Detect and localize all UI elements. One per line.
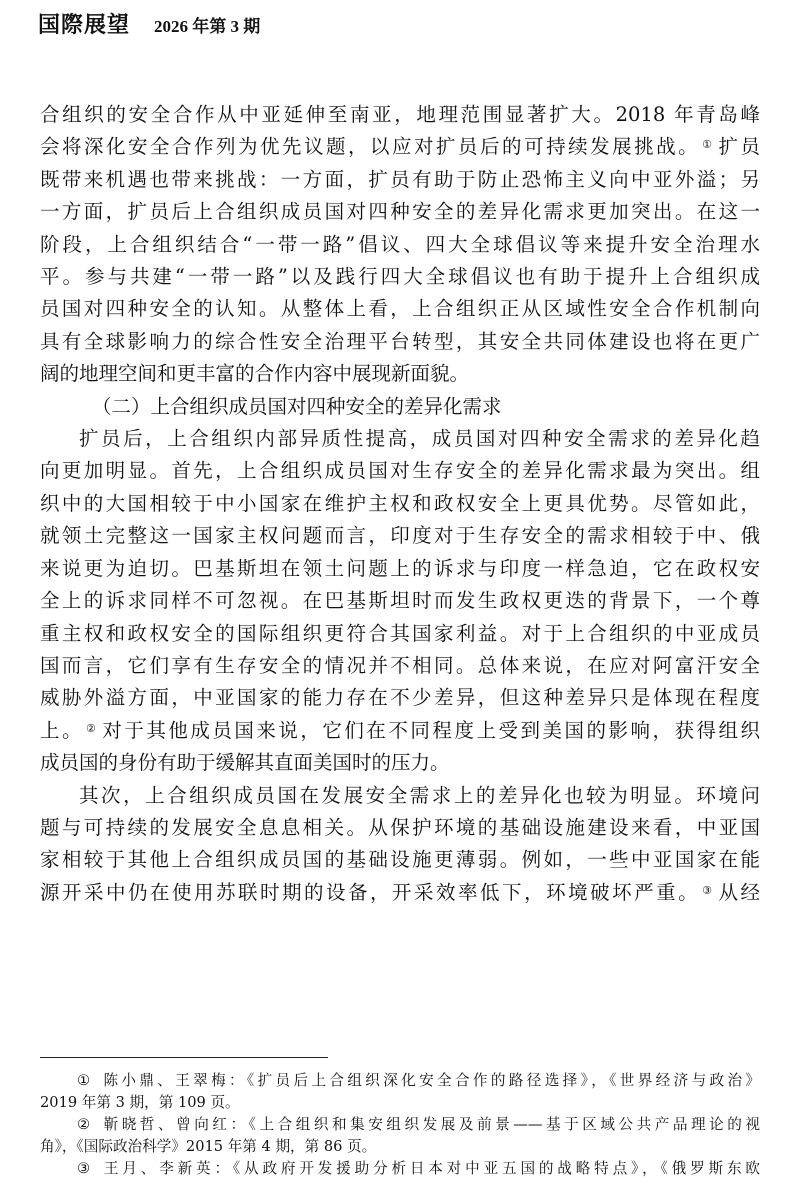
line-text: 上。	[40, 718, 85, 742]
footnote-text: 陈小鼎、王翠梅：《扩员后上合组织深化安全合作的路径选择》，《世界经济与政治》	[103, 1072, 760, 1089]
line-text: 会将深化安全合作列为优先议题，以应对扩员后的可持续发展挑战。	[40, 135, 701, 159]
footnote-text: 王月、李新英：《从政府开发援助分析日本对中亚五国的战略特点》，《俄罗斯东欧	[103, 1160, 760, 1177]
text-line: 成员国的身份有助于缓解其直面美国时的压力。	[40, 751, 450, 775]
line-text: 对于其他成员国来说，它们在不同程度上受到美国的影响，获得组织	[102, 718, 760, 742]
text-line: 阶段，上合组织结合“一带一路”倡议、四大全球倡议等来提升安全治理水	[40, 232, 760, 256]
text-line: 全上的诉求同样不可忽视。在巴基斯坦时而发生政权更迭的背景下，一个尊	[40, 589, 760, 613]
article-body	[40, 99, 760, 909]
footnote-line	[40, 1158, 760, 1180]
line-text: 从经	[718, 880, 760, 904]
page-header	[38, 8, 260, 38]
text-line: 向更加明显。首先，上合组织成员国对生存安全的差异化需求最为突出。组	[40, 459, 760, 483]
text-line	[40, 131, 760, 163]
footnote-number: ③	[77, 1160, 94, 1177]
footnote-text: 2019 年第 3 期，第 109 页。	[40, 1094, 240, 1111]
line-text: 扩员	[718, 135, 760, 159]
text-line: 具有全球影响力的综合性安全治理平台转型，其安全共同体建设也将在更广	[40, 329, 760, 353]
text-line	[40, 715, 760, 747]
text-line: 扩员后，上合组织内部异质性提高，成员国对四种安全需求的差异化趋	[79, 427, 760, 451]
footnote-divider	[40, 1057, 328, 1058]
section-heading: （二）上合组织成员国对四种安全的差异化需求	[92, 394, 502, 418]
text-line: 家相较于其他上合组织成员国的基础设施更薄弱。例如，一些中亚国家在能	[40, 848, 760, 872]
text-line: 一方面，扩员后上合组织成员国对四种安全的差异化需求更加突出。在这一	[40, 200, 760, 224]
text-line: 来说更为迫切。巴基斯坦在领土问题上的诉求与印度一样急迫，它在政权安	[40, 556, 760, 580]
text-line: 既带来机遇也带来挑战：一方面，扩员有助于防止恐怖主义向中亚外溢；另	[40, 167, 760, 191]
text-line: 威胁外溢方面，中亚国家的能力存在不少差异，但这种差异只是体现在程度	[40, 686, 760, 710]
text-line: 就领土完整这一国家主权问题而言，印度对于生存安全的需求相较于中、俄	[40, 524, 760, 548]
footnote-number: ①	[77, 1072, 94, 1089]
footnote-number: ②	[77, 1116, 94, 1133]
footnote-line	[40, 1136, 760, 1158]
line-text: 源开采中仍在使用苏联时期的设备，开采效率低下，环境破坏严重。	[40, 880, 701, 904]
text-line: 阔的地理空间和更丰富的合作内容中展现新面貌。	[40, 362, 470, 386]
text-line: 其次，上合组织成员国在发展安全需求上的差异化也较为明显。环境问	[79, 783, 760, 807]
issue-label: 2026 年第 3 期	[154, 17, 261, 36]
text-line: 重主权和政权安全的国际组织更符合其国家利益。对于上合组织的中亚成员	[40, 621, 760, 645]
footnote-line	[40, 1070, 760, 1092]
footnote-line	[40, 1114, 760, 1136]
journal-name: 国際展望	[38, 12, 131, 38]
text-line: 题与可持续的发展安全息息相关。从保护环境的基础设施建设来看，中亚国	[40, 815, 760, 839]
text-line	[40, 877, 760, 909]
footnote-marker[interactable]: ①	[702, 139, 715, 152]
text-line: 平。参与共建“一带一路”以及践行四大全球倡议也有助于提升上合组织成	[40, 265, 760, 289]
text-line: 国而言，它们享有生存安全的情况并不相同。总体来说，在应对阿富汗安全	[40, 653, 760, 677]
footnote-text: 角》，《国际政治科学》2015 年第 4 期，第 86 页。	[40, 1138, 377, 1155]
footnote-line	[40, 1092, 760, 1114]
text-line: 合组织的安全合作从中亚延伸至南亚，地理范围显著扩大。2018 年青岛峰	[40, 103, 760, 126]
footnote-text: 靳晓哲、曾向红：《上合组织和集安组织发展及前景——基于区域公共产品理论的视	[103, 1116, 760, 1133]
text-line: 织中的大国相较于中小国家在维护主权和政权安全上更具优势。尽管如此，	[40, 491, 760, 515]
text-line: 员国对四种安全的认知。从整体上看，上合组织正从区域性安全合作机制向	[40, 297, 760, 321]
footnotes	[40, 1070, 760, 1180]
footnote-marker[interactable]: ②	[86, 722, 99, 735]
footnote-marker[interactable]: ③	[702, 884, 715, 897]
